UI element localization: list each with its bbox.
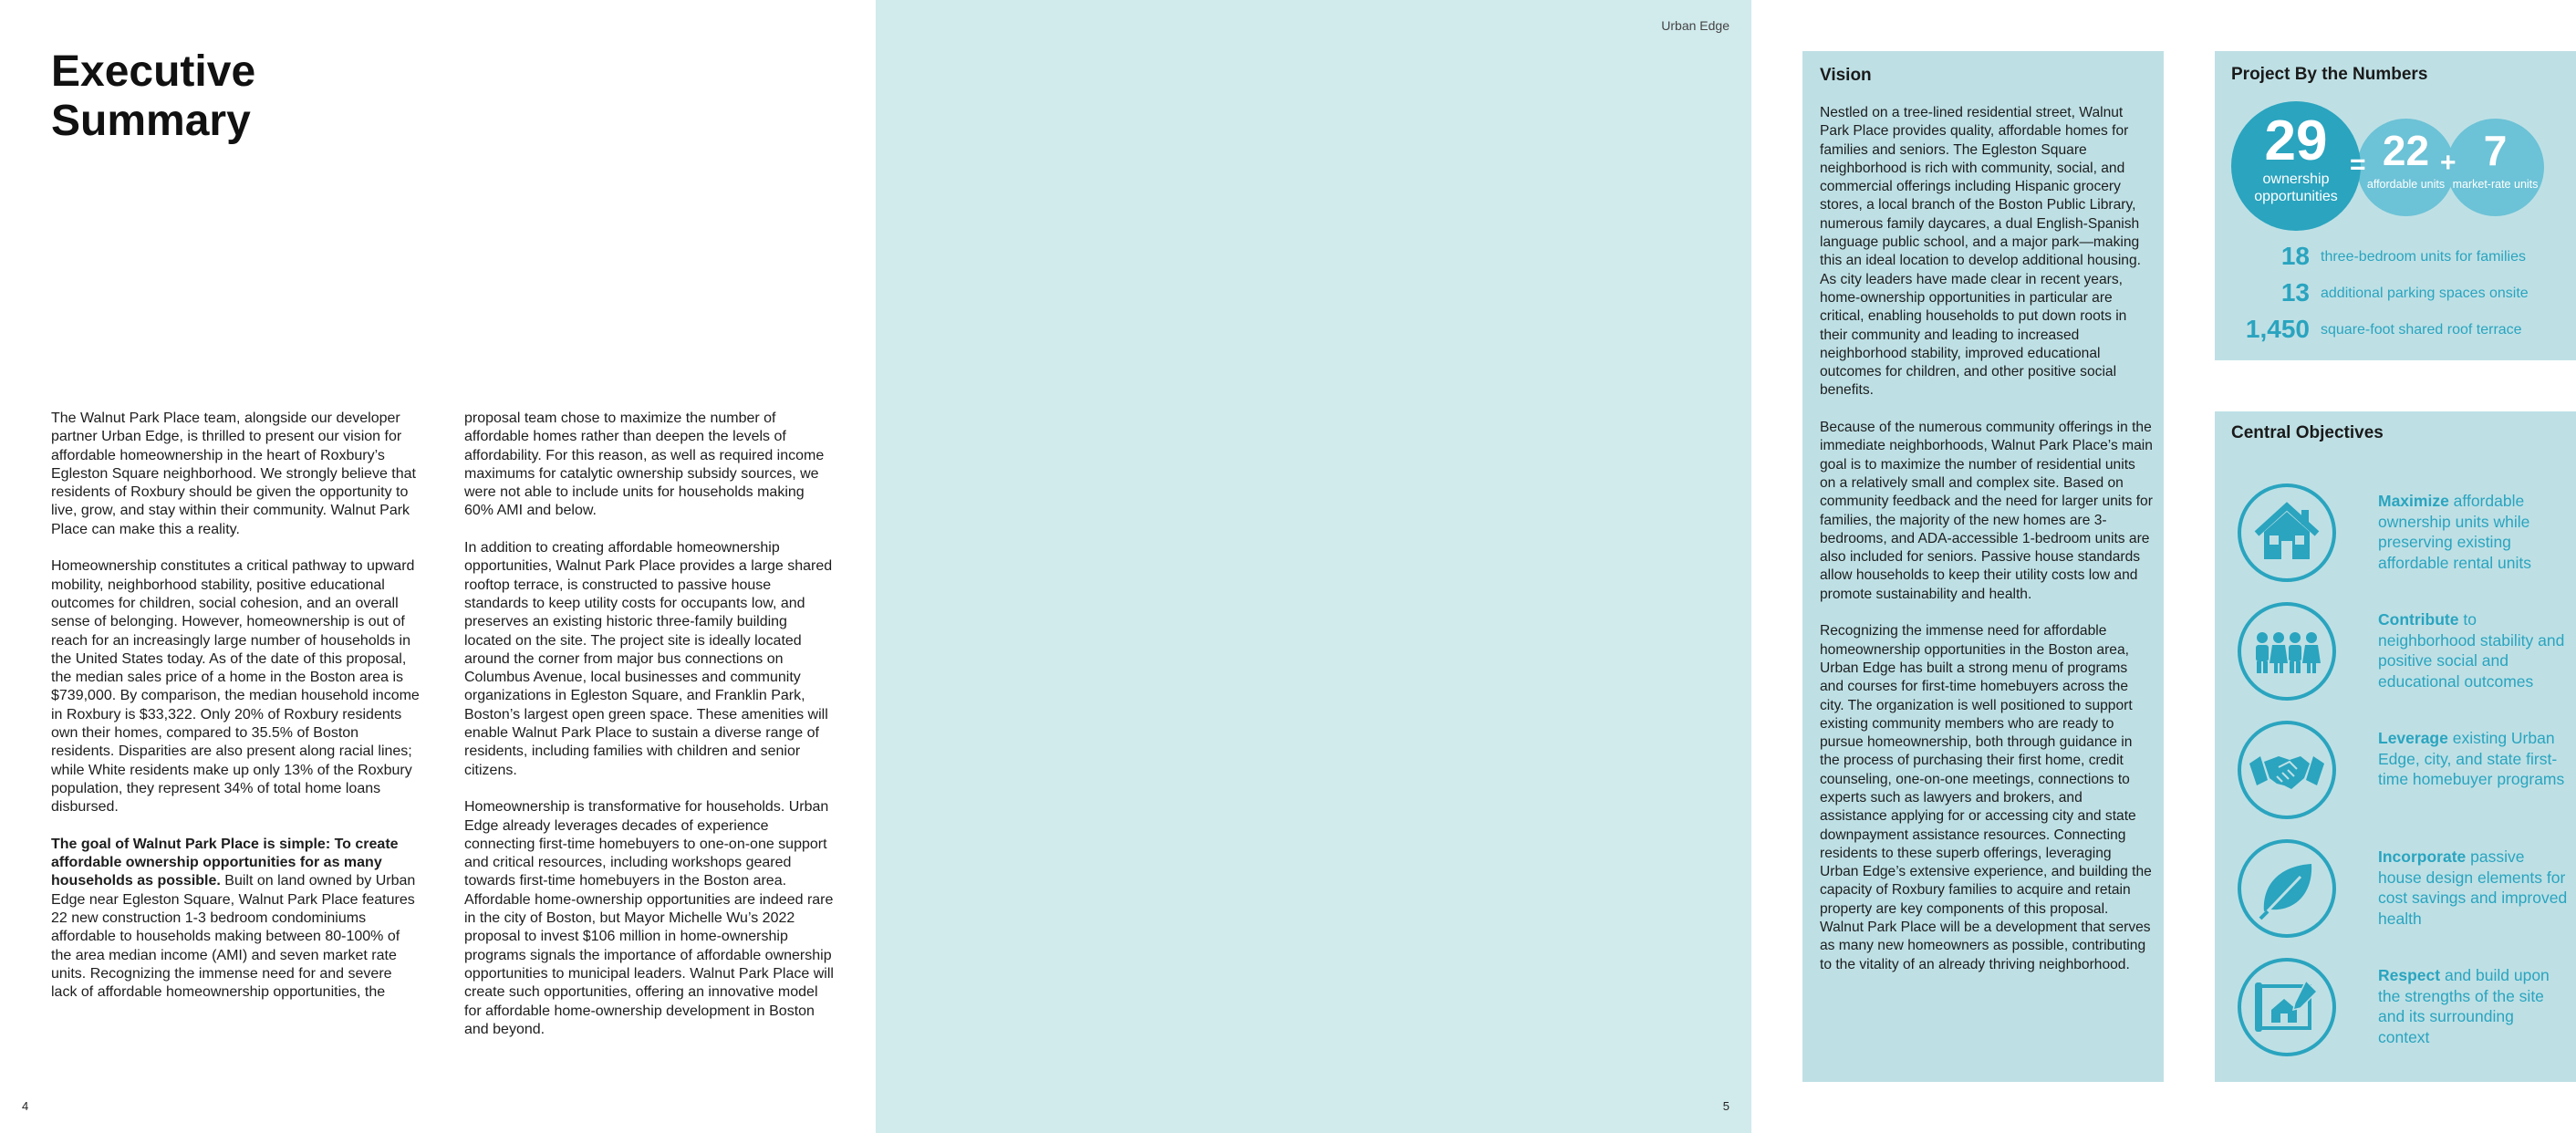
objective-text (2378, 609, 2570, 691)
plus-sign: + (2440, 148, 2457, 178)
vision-heading: Vision (1820, 66, 1872, 85)
objective-keyword: Leverage (2378, 729, 2448, 747)
objective-item (2215, 483, 2576, 583)
paragraph: Homeownership constitutes a critical pathway to upward mobility, neighborhood stability, positive educational outcomes for children, social cohesion, and an overall sense of belonging. However, homeownership is out of reach for an increasingly large number of households in the United States today. As of the date of this proposal, the median sales price of a home in the Boston area is $739,000. By comparison, the median household income in Roxbury is $33,322. Only 20% of Roxbury residents own their homes, compared to 35.5% of Boston residents. Disparities are also present along racial lines; while White residents make up only 13% of the Roxbury population, they represent 34% of total home loans disbursed. (51, 558, 420, 816)
objective-description: passive house design elements for cost savings and improved health (2378, 847, 2568, 928)
blueprint-icon (2237, 957, 2337, 1057)
ownership-opportunities-value: 29 (2264, 109, 2328, 172)
text-column-2 (464, 410, 834, 1057)
paragraph: In addition to creating affordable homeownership opportunities, Walnut Park Place provides a large shared rooftop terrace, is constructed to passive house standards to keep utility costs for occupants low, and preserves an existing historic three-family building located on the site. The project site is ideally located around the corner from major bus connections on Columbus Avenue, local businesses and community organizations in Egleston Square, and Franklin Park, Boston’s largest open green space. These amenities will enable Walnut Park Place to sustain a diverse range of residents, including families with children and senior citizens. (464, 540, 833, 778)
text-column-1 (51, 410, 421, 1021)
brand-label: Urban Edge (1661, 18, 1729, 33)
objective-description: affordable ownership units while preserving existing affordable rental units (2378, 492, 2531, 572)
objective-item (2215, 601, 2576, 702)
affordable-units-label: affordable units (2366, 178, 2446, 191)
title-line-1: Executive (51, 47, 256, 96)
paragraph: proposal team chose to maximize the number of affordable homes rather than deepen the levels of affordability. For this reason, as well as required income maximums for catalytic ownership subsidy sources, we were not able to include units for households making 60% AMI and below. (464, 411, 825, 519)
stat-label: three-bedroom units for families (2321, 249, 2526, 265)
objective-keyword: Respect (2378, 966, 2441, 984)
equals-sign: = (2350, 150, 2366, 180)
objective-text (2378, 965, 2570, 1047)
affordable-units-value: 22 (2382, 127, 2430, 174)
stat-row (2215, 314, 2576, 345)
objective-text (2378, 847, 2570, 929)
left-page (0, 0, 876, 1133)
market-rate-units-circle (2446, 119, 2544, 216)
numbers-heading: Project By the Numbers (2231, 65, 2428, 84)
ownership-opportunities-circle (2231, 101, 2361, 231)
paragraph: Because of the numerous community offerings in the immediate neighborhoods, Walnut Park Place’s main goal is to maximize the number of residential units on a relatively small and complex site. Based on community feedback and the need for larger units for families, the majority of the new homes are 3-bedrooms, and ADA-accessible 1-bedroom units are also included for seniors. Passive house standards allow households to keep their utility costs low and promote sustainability and health. (1820, 420, 2153, 602)
objectives-heading: Central Objectives (2231, 423, 2384, 442)
stat-row (2215, 241, 2576, 272)
stat-label: additional parking spaces onsite (2321, 286, 2529, 301)
page-number-right: 5 (1722, 1099, 1729, 1113)
leaf-icon (2237, 838, 2337, 939)
ownership-opportunities-label: ownership opportunities (2254, 172, 2338, 204)
paragraph-continued: Built on land owned by Urban Edge near Egleston Square, Walnut Park Place features 22 new construction 1-3 bedroom condominiums affordable to households making between 80-100% of the area median income (AMI) and seven market rate units. Recognizing the immense need for and severe lack of affordable homeownership opportunities, the (51, 873, 416, 1001)
stat-label: square-foot shared roof terrace (2321, 322, 2522, 338)
stat-value: 1,450 (2245, 315, 2310, 343)
objective-keyword: Maximize (2378, 492, 2449, 510)
paragraph: Nestled on a tree-lined residential street, Walnut Park Place provides quality, affordable homes for families and seniors. The Egleston Square neighborhood is rich with community, social, and commercial offerings including Hispanic grocery stores, a local branch of the Boston Public Library, numerous family daycares, a dual English-Spanish language public school, and a major park—making this an ideal location to develop additional housing. As city leaders have made clear in recent years, home-ownership opportunities in particular are critical, enabling households to put down roots in their community and leading to increased neighborhood stability, improved educational outcomes for children, and other positive social benefits. (1820, 105, 2141, 399)
market-rate-units-value: 7 (2483, 127, 2508, 174)
objective-text (2378, 491, 2570, 573)
stat-value: 18 (2280, 242, 2310, 270)
right-page (876, 0, 2568, 1133)
handshake-icon (2237, 720, 2337, 820)
objective-keyword: Incorporate (2378, 847, 2467, 866)
market-rate-units-label: market-rate units (2452, 178, 2539, 191)
objective-keyword: Contribute (2378, 610, 2459, 629)
title-line-2: Summary (51, 97, 251, 145)
objective-description: to neighborhood stability and positive social and educational outcomes (2378, 610, 2565, 691)
stat-value: 13 (2280, 278, 2310, 307)
house-icon (2237, 483, 2337, 583)
paragraph (51, 836, 421, 1003)
objective-description: existing Urban Edge, city, and state first-time homebuyer programs (2378, 729, 2565, 788)
page-number-left: 4 (22, 1099, 29, 1113)
objective-description: and build upon the strengths of the site and its surrounding context (2378, 966, 2550, 1046)
numbers-panel (2215, 51, 2576, 360)
paragraph: Recognizing the immense need for affordable homeownership opportunities in the Boston area, Urban Edge has built a strong menu of programs and courses for first-time homebuyers across the city. The organization is well positioned to support existing community members who are ready to pursue homeownership, both through guidance in the process of purchasing their first home, credit counseling, one-on-one meetings, connections to experts such as lawyers and brokers, and assistance applying for or accessing city and state downpayment assistance resources. Connecting residents to these superb offerings, leveraging Urban Edge’s extensive experience, and building the capacity of Roxbury families to acquire and retain property are key components of this proposal. Walnut Park Place will be a development that serves as many new homeowners as possible, contributing to the vitality of an already thriving neighborhood. (1820, 623, 2152, 972)
stat-row (2215, 277, 2576, 308)
goal-statement: The goal of Walnut Park Place is simple: To create affordable ownership opportunities for as many households as possible. (51, 836, 399, 889)
objective-item (2215, 957, 2576, 1057)
paragraph: Homeownership is transformative for households. Urban Edge already leverages decades of experience connecting first-time homebuyers to one-on-one support and critical resources, including workshops geared towards first-time homebuyers in the Boston area. Affordable home-ownership opportunities are indeed rare in the city of Boston, but Mayor Michelle Wu’s 2022 proposal to invest $106 million in home-ownership programs signals the importance of affordable ownership opportunities to municipal leaders. Walnut Park Place will create such opportunities, offering an innovative model for affordable home-ownership development in Boston and beyond. (464, 799, 834, 1037)
objectives-panel (2215, 411, 2576, 1082)
vision-body (1820, 104, 2153, 993)
objective-item (2215, 838, 2576, 939)
objective-item (2215, 720, 2576, 820)
people-icon (2237, 601, 2337, 702)
page-title (51, 47, 255, 146)
objective-text (2378, 728, 2570, 790)
paragraph: The Walnut Park Place team, alongside our developer partner Urban Edge, is thrilled to present our vision for affordable homeownership in the heart of Roxbury’s Egleston Square neighborhood. We strongly believe that residents of Roxbury should be given the opportunity to live, grow, and stay within their community. Walnut Park Place can make this a reality. (51, 411, 416, 537)
vision-panel (1802, 51, 2164, 1082)
